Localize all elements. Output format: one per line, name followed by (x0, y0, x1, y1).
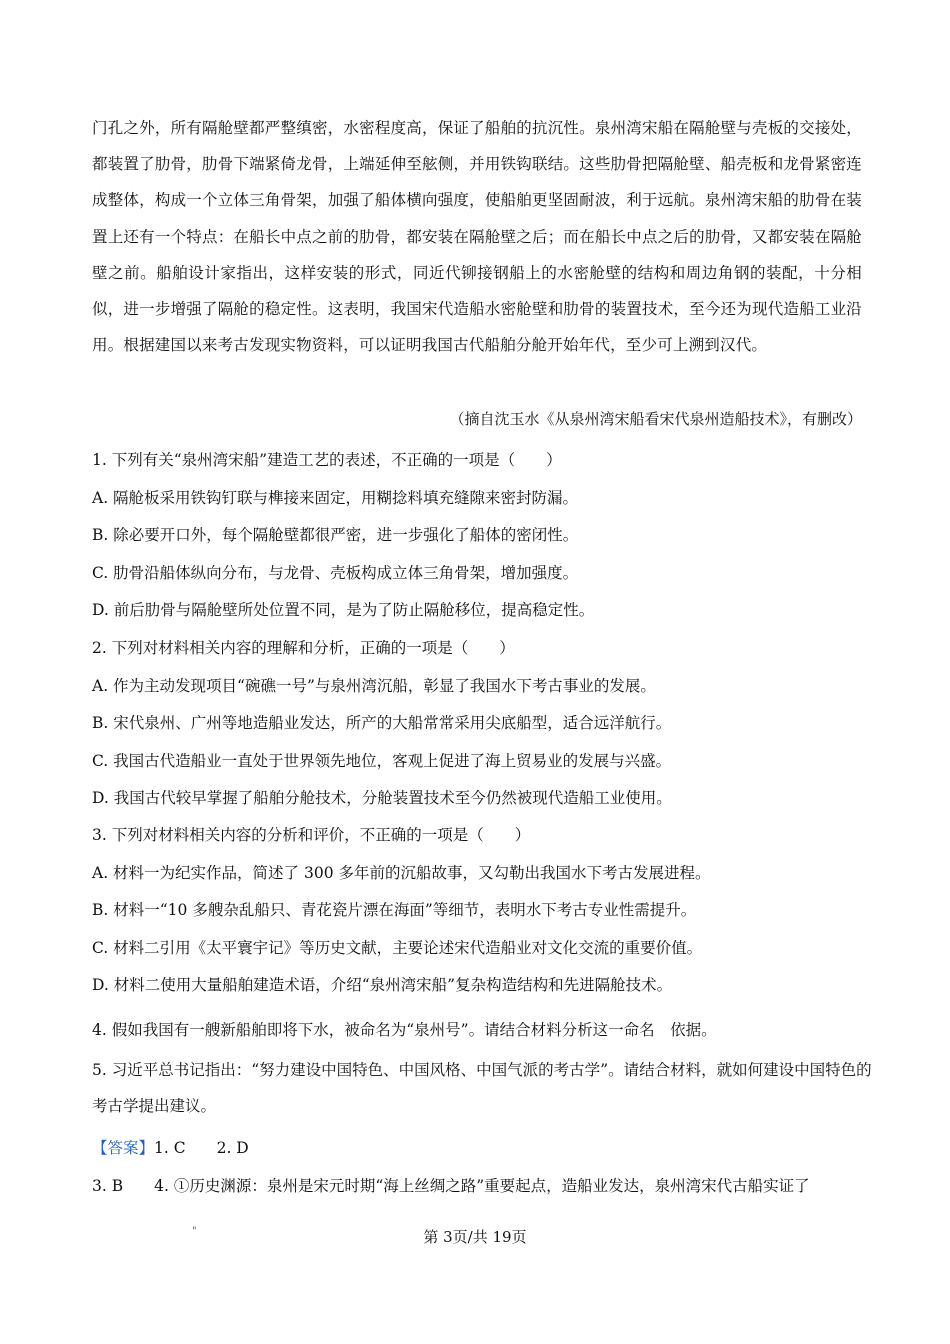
answer-line-2: 3. B 4. ①历史渊源：泉州是宋元时期“海上丝绸之路”重要起点，造船业发达，泉州湾宋代古船实证了 (92, 1177, 810, 1195)
question-1-option-b: B. 除必要开口外，每个隔舱壁都很严密，进一步强化了船体的密闭性。 (92, 526, 579, 544)
question-2-option-b: B. 宋代泉州、广州等地造船业发达，所产的大船常常采用尖底船型，适合远洋航行。 (92, 714, 672, 732)
question-2-option-d: D. 我国古代较早掌握了船舶分舱技术，分舱装置技术至今仍然被现代造船工业使用。 (92, 789, 672, 807)
question-5-stem: 5. 习近平总书记指出：“努力建设中国特色、中国风格、中国气派的考古学”。请结合材料，就如何建设中国特色的考古学提出建议。 (92, 1061, 872, 1115)
question-2-stem: 2. 下列对材料相关内容的理解和分析，正确的一项是（ ） (92, 639, 515, 657)
question-3-option-c: C. 材料二引用《太平寰宇记》等历史文献，主要论述宋代造船业对文化交流的重要价值。 (92, 939, 703, 957)
question-1-option-c: C. 肋骨沿船体纵向分布，与龙骨、壳板构成立体三角骨架，增加强度。 (92, 564, 579, 582)
question-1-stem: 1. 下列有关“泉州湾宋船”建造工艺的表述，不正确的一项是（ ） (92, 451, 562, 469)
answer-line-1 (92, 1136, 249, 1158)
question-3-option-b: B. 材料一“10 多艘杂乱船只、青花瓷片漂在海面”等细节，表明水下考古专业性需提升。 (92, 901, 697, 919)
passage-source: （摘自沈玉水《从泉州湾宋船看宋代泉州造船技术》，有删改） (449, 410, 862, 428)
question-2-option-c: C. 我国古代造船业一直处于世界领先地位，客观上促进了海上贸易业的发展与兴盛。 (92, 752, 672, 770)
answer-1-2: 1. C 2. D (154, 1139, 249, 1157)
question-1-option-d: D. 前后肋骨与隔舱壁所处位置不同，是为了防止隔舱移位，提高稳定性。 (92, 601, 595, 619)
question-3-option-a: A. 材料一为纪实作品，简述了 300 多年前的沉船故事，又勾勒出我国水下考古发展进程。 (92, 864, 711, 882)
page-number: 第 3页/共 19页 (423, 1228, 527, 1246)
question-4-stem: 4. 假如我国有一艘新船舶即将下水，被命名为“泉州号”。请结合材料分析这一命名 依据。 (92, 1021, 717, 1039)
passage-paragraph: 门孔之外，所有隔舱壁都严整缜密，水密程度高，保证了船舶的抗沉性。泉州湾宋船在隔舱壁与壳板的交接处，都装置了肋骨，肋骨下端紧倚龙骨，上端延伸至舷侧，并用铁钩联结。这些肋骨把隔舱壁、船壳板和龙骨紧密连成整体，构成一个立体三角骨架，加强了船体横向强度，使船舶更坚固耐波，利于远航。泉州湾宋船的肋骨在装置上还有一个特点：在船长中点之前的肋骨，都安装在隔舱壁之后；而在船长中点之后的肋骨，又都安装在隔舱壁之前。船舶设计家指出，这样安装的形式，同近代铆接钢船上的水密舱壁的结构和周边角钢的装配，十分相似，进一步增强了隔舱的稳定性。这表明，我国宋代造船水密舱壁和肋骨的装置技术，至今还为现代造船工业沿用。根据建国以来考古发现实物资料，可以证明我国古代船舶分舱开始年代，至少可上溯到汉代。 (92, 119, 862, 355)
question-2-option-a: A. 作为主动发现项目“碗礁一号”与泉州湾沉船，彰显了我国水下考古事业的发展。 (92, 677, 656, 695)
question-3-stem: 3. 下列对材料相关内容的分析和评价，不正确的一项是（ ） (92, 826, 531, 844)
question-3-option-d: D. 材料二使用大量船舶建造术语，介绍“泉州湾宋船”复杂构造结构和先进隔舱技术。 (92, 976, 673, 994)
answer-tag: 【答案】 (92, 1139, 155, 1157)
question-1-option-a: A. 隔舱板采用铁钩钉联与榫接来固定，用糊捻料填充缝隙来密封防漏。 (92, 489, 579, 507)
passage-text (92, 110, 862, 363)
footer-mark: " (192, 1226, 197, 1237)
